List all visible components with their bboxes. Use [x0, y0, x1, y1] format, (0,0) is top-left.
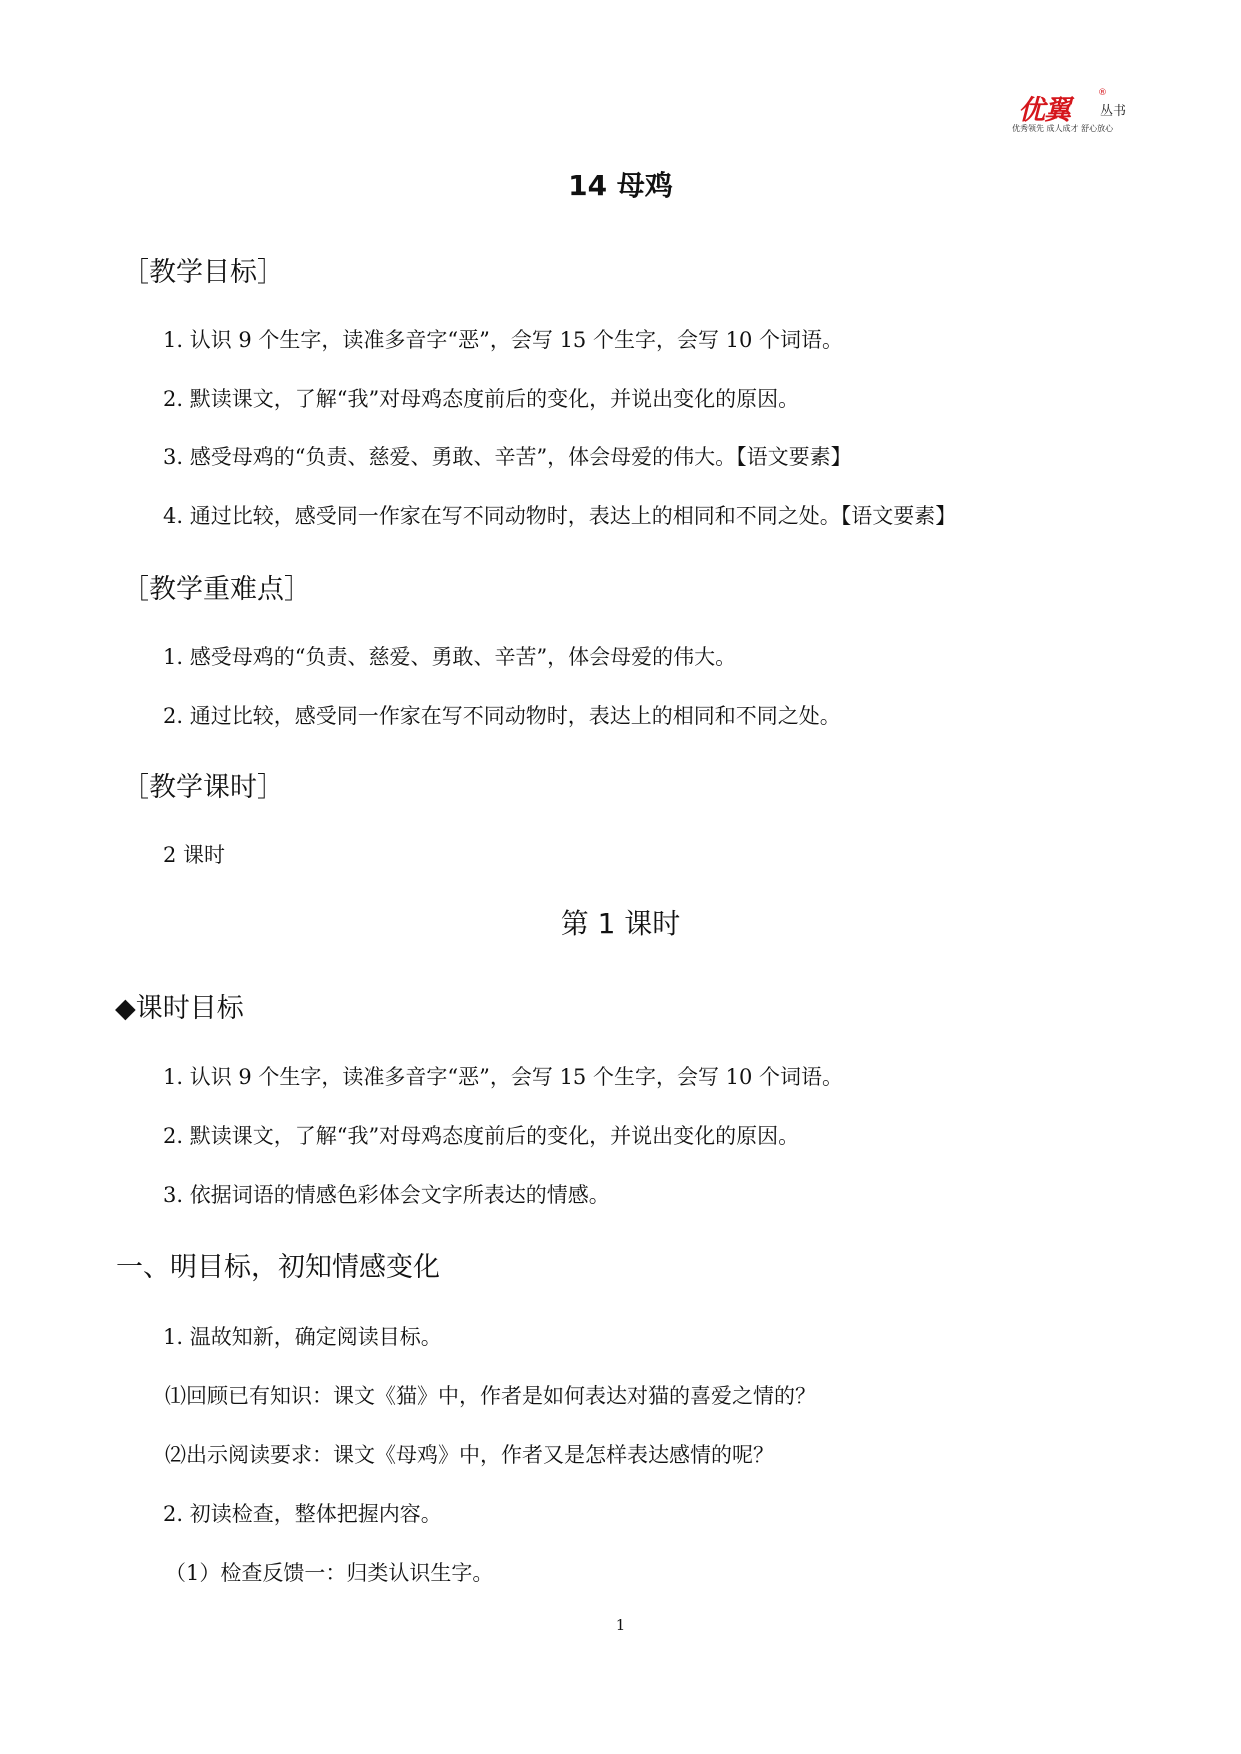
class-hours-value: 2 课时 [163, 843, 226, 867]
objectives-heading: ［教学目标］ [122, 257, 284, 288]
class-hours-heading: ［教学课时］ [122, 772, 284, 803]
key-points-heading: ［教学重难点］ [122, 574, 311, 605]
logo-registered-mark: ® [1098, 88, 1107, 98]
logo-slogan: 优秀领先 成人成才 舒心放心 [1012, 124, 1114, 133]
objective-item: 2. 默读课文，了解“我”对母鸡态度前后的变化，并说出变化的原因。 [163, 387, 800, 411]
section-line: 2. 初读检查，整体把握内容。 [163, 1502, 442, 1526]
page-number: 1 [615, 1616, 626, 1634]
lesson-goal-item: 3. 依据词语的情感色彩体会文字所表达的情感。 [163, 1183, 610, 1207]
logo-series: 丛书 [1100, 104, 1127, 119]
section-line: 1. 温故知新，确定阅读目标。 [163, 1325, 442, 1349]
objective-item: 3. 感受母鸡的“负责、慈爱、勇敢、辛苦”，体会母爱的伟大。【语文要素】 [163, 445, 852, 469]
section-line: ⑴回顾已有知识：课文《猫》中，作者是如何表达对猫的喜爱之情的？ [165, 1384, 816, 1408]
key-point-item: 1. 感受母鸡的“负责、慈爱、勇敢、辛苦”，体会母爱的伟大。 [163, 645, 737, 669]
lesson-goal-item: 1. 认识 9 个生字，读准多音字“恶”，会写 15 个生字，会写 10 个词语。 [163, 1065, 844, 1089]
lesson-goal-item: 2. 默读课文，了解“我”对母鸡态度前后的变化，并说出变化的原因。 [163, 1124, 800, 1148]
lesson-title: 第 1 课时 [560, 907, 681, 940]
document-title: 14 母鸡 [568, 169, 673, 202]
section-heading: 一、明目标，初知情感变化 [116, 1252, 440, 1283]
publisher-logo [1010, 86, 1140, 136]
objective-item: 1. 认识 9 个生字，读准多音字“恶”，会写 15 个生字，会写 10 个词语。 [163, 328, 844, 352]
logo-brand: 优翼 [1018, 95, 1070, 126]
objective-item: 4. 通过比较，感受同一作家在写不同动物时，表达上的相同和不同之处。【语文要素】 [163, 504, 957, 528]
lesson-goals-heading: ◆课时目标 [115, 993, 244, 1024]
key-point-item: 2. 通过比较，感受同一作家在写不同动物时，表达上的相同和不同之处。 [163, 704, 841, 728]
section-line: ⑵出示阅读要求：课文《母鸡》中，作者又是怎样表达感情的呢？ [165, 1443, 774, 1467]
section-line: （1）检查反馈一：归类认识生字。 [165, 1561, 494, 1585]
